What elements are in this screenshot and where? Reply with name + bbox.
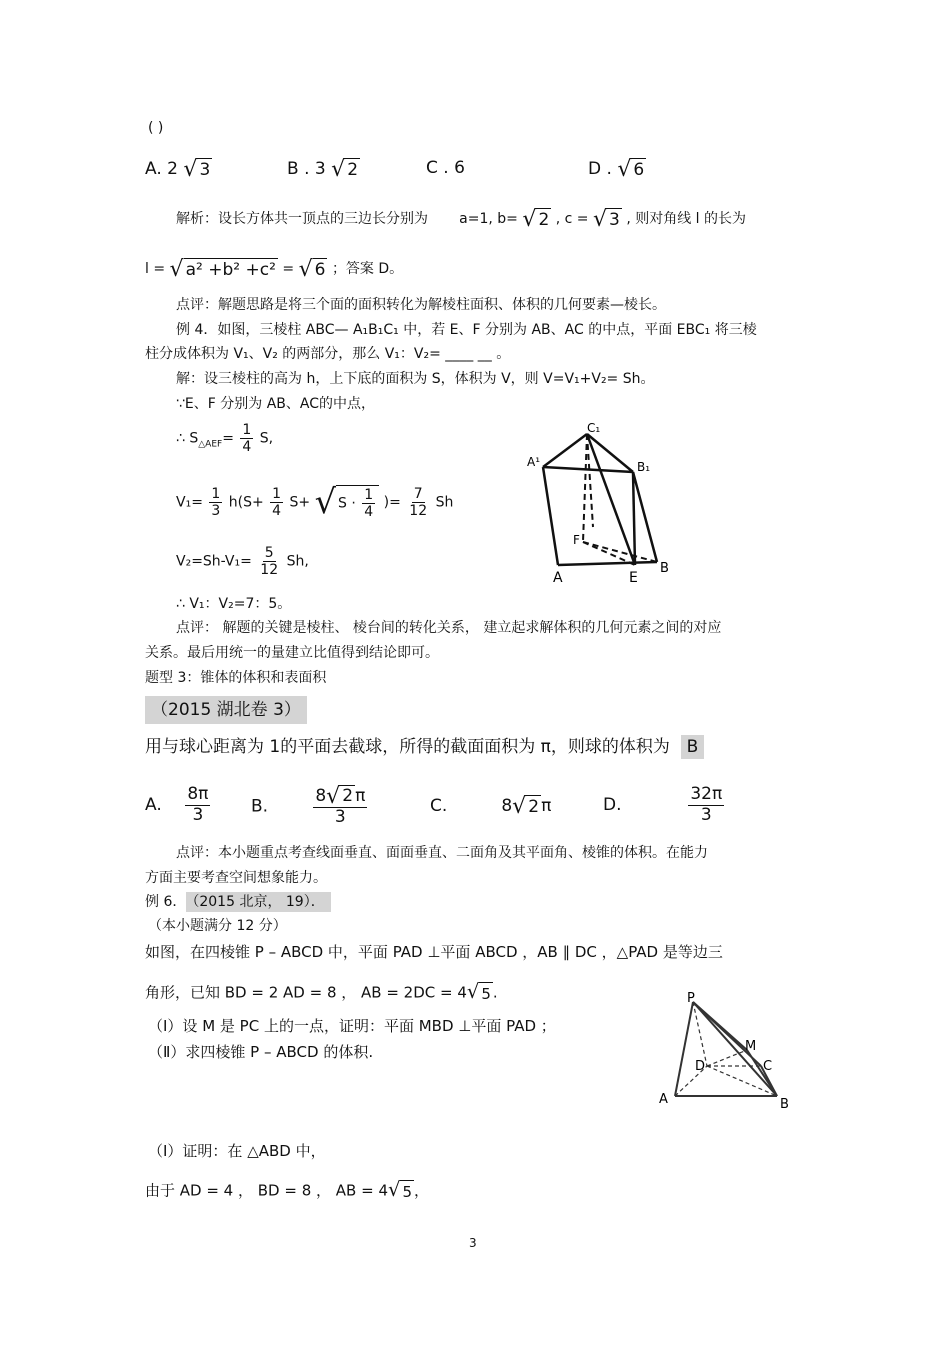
label-f: F (573, 533, 580, 547)
option-b: B . 3 √ 2 (287, 156, 359, 182)
beijing-tag: （2015 北京， 19）． (186, 892, 330, 912)
question-6-part-2: （Ⅱ）求四棱锥 P – ABCD 的体积. (148, 1043, 374, 1061)
label-m: M (745, 1039, 757, 1054)
answer-paren: ( ) (148, 120, 164, 136)
solution-line-1: 解：设三棱柱的高为 h，上下底的面积为 S，体积为 V，则 V=V₁+V₂= Sh。 (176, 371, 655, 387)
label-a: A (659, 1092, 668, 1107)
sqrt-6: √ 6 (617, 156, 645, 182)
option-2-d: D. $\frac{32\pi}{3}$ (603, 784, 723, 825)
label-a: A (553, 570, 563, 586)
answer-b-highlight: B (681, 735, 705, 759)
label-b: B (780, 1097, 789, 1112)
proof-line-1: （Ⅰ）证明：在 △ABD 中， (148, 1142, 326, 1160)
comment-1: 点评：解题思路是将三个面的面积转化为解棱柱面积、体积的几何要素—棱长。 (176, 297, 666, 313)
question-6-part-1: （Ⅰ）设 M 是 PC 上的一点，证明：平面 MBD ⊥平面 PAD ； (148, 1017, 556, 1035)
comment-3-line-1: 点评：本小题重点考查线面垂直、面面垂直、二面角及其平面角、棱锥的体积。在能力 (176, 845, 708, 861)
label-e: E (629, 570, 638, 586)
comment-2-line-2: 关系。最后用统一的量建立比值得到结论即可。 (145, 645, 439, 661)
example-4-line-1: 例 4．如图，三棱柱 ABC— A₁B₁C₁ 中，若 E、F 分别为 AB、AC 的中点，平面 EBC₁ 将三棱 (176, 322, 757, 338)
page-number: 3 (469, 1236, 477, 1250)
label-c: C (763, 1059, 773, 1074)
label-b1: B₁ (637, 460, 651, 474)
sqrt-2: √ 2 (331, 156, 359, 182)
hubei-tag: （2015 湖北卷 3） (145, 696, 307, 724)
problem-6-line-2: 角形，已知 BD = 2 AD = 8 ， AB = 2DC = 4 √ 5 . (145, 980, 498, 1003)
score-note: （本小题满分 12 分） (148, 918, 287, 934)
solution-line-2: ∵E、F 分别为 AB、AC的中点， (176, 396, 375, 412)
label-a1: A¹ (527, 455, 541, 469)
option-d: D . √ 6 (588, 156, 645, 182)
label-d: D (695, 1059, 706, 1074)
area-aef-formula: ∴ $S_{\triangle AEF}=$ $\frac{1}{4}$ S, (176, 422, 274, 456)
label-c1: C₁ (587, 422, 601, 435)
comment-3-line-2: 方面主要考查空间想象能力。 (145, 870, 327, 886)
sqrt-3: √ 3 (183, 156, 211, 182)
example-4-line-2: 柱分成体积为 V₁、V₂ 的两部分，那么 V₁：V₂= ____ __ 。 (145, 346, 511, 362)
v1-formula: V₁= $\frac{1}{3}$ h(S+ $\frac{1}{4}$ S+ √ S · $\frac{1}{4}$ )= $\frac{7}{12}$ Sh (176, 482, 454, 521)
options-row-2: A. $\frac{8\pi}{3}$ (145, 784, 209, 825)
ratio-result: ∴ V₁：V₂=7：5。 (176, 596, 292, 612)
analysis-line: 解析：设长方体共一顶点的三边长分别为 a=1, b= √ 2 , c = √ 3 , 则对角线 l 的长为 (176, 206, 747, 232)
option-2-b: B. 8 √ 2 π 3 (251, 783, 366, 828)
label-b: B (660, 561, 669, 576)
comment-2-line-1: 点评： 解题的关键是棱柱、 棱台间的转化关系， 建立起求解体积的几何元素之间的对应 (176, 620, 722, 636)
proof-line-2: 由于 AD = 4 ， BD = 8 ， AB = 4 √ 5 ， (145, 1178, 429, 1201)
pyramid-figure (655, 988, 800, 1113)
problem-6-line-1: 如图，在四棱锥 P – ABCD 中，平面 PAD ⊥平面 ABCD ，AB ∥ DC ，△PAD 是等边三 (145, 943, 723, 961)
prism-figure (525, 422, 680, 587)
option-2-c: C. 8 √ 2 π (430, 793, 552, 819)
options-row-1: A. 2 √ 3 (145, 156, 211, 182)
option-c: C . 6 (426, 158, 465, 178)
label-p: P (687, 991, 695, 1006)
example-6-heading: 例 6． （2015 北京， 19）． (145, 892, 331, 912)
section-type-3: 题型 3：锥体的体积和表面积 (145, 670, 327, 686)
v2-formula: V₂=Sh-V₁= $\frac{5}{12}$ Sh, (176, 545, 309, 579)
diagonal-formula: l = √ a² +b² +c² = √ 6 ；答案 D。 (145, 256, 404, 282)
question-3: 用与球心距离为 1的平面去截球，所得的截面面积为 π，则球的体积为 B (145, 735, 704, 759)
